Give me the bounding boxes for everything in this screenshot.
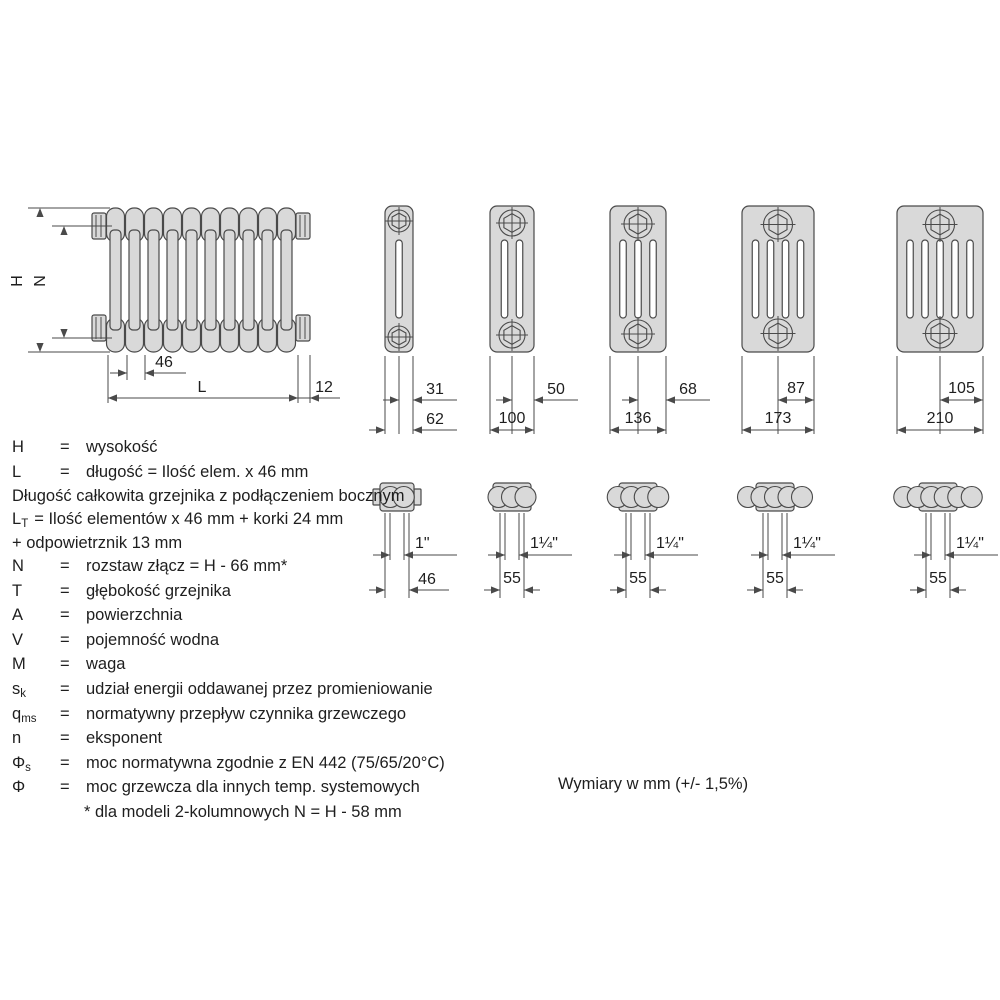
legend-symbol (12, 703, 60, 728)
legend-row (12, 678, 512, 703)
legend-symbol (12, 461, 60, 486)
dim-label-full-width: 62 (426, 411, 444, 428)
radiator-column (202, 208, 220, 352)
legend-description: = Ilość elementów x 46 mm + korki 24 mm (34, 509, 344, 528)
cross-section-dimensions (897, 356, 983, 434)
radiator-column (278, 208, 296, 352)
top-view-4col (607, 483, 698, 598)
legend-symbol-main: A (12, 606, 24, 625)
legend-row (12, 580, 512, 605)
legend-equals: = (60, 753, 70, 772)
legend-equals: = (60, 462, 70, 481)
top-view-dimensions (747, 513, 835, 598)
dim-label-full-width: 100 (498, 410, 526, 427)
radiator-column (183, 208, 201, 352)
legend-symbol (12, 436, 60, 461)
cross-section-5col (742, 206, 814, 434)
radiator-column (107, 208, 125, 352)
dim-label-height: H (9, 275, 26, 287)
cross-section-3col (490, 206, 578, 434)
legend-equals: = (60, 438, 70, 456)
top-view-dimensions (910, 513, 998, 598)
legend-symbol (12, 752, 60, 777)
side-bushing (92, 315, 106, 341)
dim-label-connection: 1¼" (530, 535, 558, 552)
legend-symbol (12, 555, 60, 580)
side-bushing (296, 213, 310, 239)
legend-symbol (12, 678, 60, 703)
legend-symbol-main: H (12, 438, 24, 456)
dim-label-half-width: 50 (547, 381, 565, 398)
legend-description: długość = Ilość elem. x 46 mm (86, 462, 309, 481)
dim-label-length: L (197, 379, 207, 396)
radiator-column (126, 208, 144, 352)
legend-description: normatywny przepływ czynnika grzewczego (86, 704, 407, 723)
dim-label-connection: 1" (415, 535, 430, 552)
dim-label-end-offset: 12 (315, 379, 333, 396)
legend-row (12, 629, 512, 654)
legend-symbol (12, 580, 60, 605)
dimensions-note: Wymiary w mm (+/- 1,5%) (558, 775, 749, 793)
legend-symbol-main: q (12, 704, 22, 723)
legend-equals: = (60, 655, 70, 674)
radiator-column (164, 208, 182, 352)
legend-description: głębokość grzejnika (86, 581, 231, 600)
top-view-6col (894, 483, 998, 598)
cross-section-6col (897, 206, 983, 434)
legend-description: * dla modeli 2-kolumnowych N = H - 58 mm (84, 802, 402, 821)
dim-label-pitch: 55 (929, 570, 947, 587)
legend-symbol-main: Φ (12, 778, 26, 797)
legend-symbol-main: T (12, 581, 23, 600)
dim-label-full-width: 136 (624, 410, 652, 427)
legend-equals: = (60, 778, 70, 797)
legend-description: wysokość (86, 438, 158, 456)
cross-section-dimensions (742, 356, 814, 434)
legend-description: + odpowietrznik 13 mm (12, 534, 183, 553)
side-bushing (296, 315, 310, 341)
legend-symbol (12, 604, 60, 629)
legend-row (12, 727, 512, 752)
dim-label-pitch: 55 (629, 570, 647, 587)
dim-label-half-width: 87 (787, 380, 805, 397)
legend-symbol-main: M (12, 655, 26, 674)
legend-equals: = (60, 556, 70, 575)
legend-equals: = (60, 729, 70, 748)
legend-description: eksponent (86, 729, 163, 748)
legend-symbol-sub: s (25, 761, 31, 774)
legend-row (12, 703, 512, 728)
radiator-column (145, 208, 163, 352)
front-view (9, 208, 340, 403)
legend-symbol-main: L (12, 509, 22, 528)
legend-symbol-sub: T (21, 517, 29, 530)
legend-description: moc normatywna zgodnie z EN 442 (75/65/20°C) (86, 753, 445, 772)
legend-row (12, 752, 512, 777)
dim-label-pitch: 55 (503, 570, 521, 587)
legend-symbol-main: L (12, 462, 22, 481)
legend-equals: = (60, 704, 70, 723)
dim-label-half-width: 105 (948, 380, 975, 397)
legend-description: powierzchnia (86, 606, 183, 625)
cross-section-dimensions (610, 356, 710, 434)
legend-symbol-main: s (12, 679, 21, 698)
legend-row (12, 508, 512, 533)
legend-row (12, 801, 512, 824)
dim-label-pitch: 55 (766, 570, 784, 587)
legend-symbol (12, 653, 60, 678)
dim-label-connector-spacing: N (32, 275, 49, 287)
legend-symbol (12, 727, 60, 752)
legend-symbol-main: V (12, 630, 24, 649)
legend-symbol-main: N (12, 556, 24, 575)
legend-equals: = (60, 606, 70, 625)
legend-description: rozstaw złącz = H - 66 mm* (86, 556, 288, 575)
legend-row (12, 436, 512, 461)
legend-symbol (12, 629, 60, 654)
top-view-5col (738, 483, 836, 598)
dim-label-full-width: 173 (764, 410, 792, 427)
legend-description: Długość całkowita grzejnika z podłączeniem bocznym (12, 487, 405, 506)
legend-description: waga (86, 655, 126, 674)
legend-row (12, 555, 512, 580)
legend-description: udział energii oddawanej przez promieniowanie (86, 679, 433, 698)
radiator-column (259, 208, 277, 352)
legend-symbol (12, 776, 60, 801)
legend-row (12, 776, 512, 801)
legend-description: pojemność wodna (86, 630, 219, 649)
legend-symbol-sub: k (20, 687, 26, 700)
dim-label-connection: 1¼" (656, 535, 684, 552)
legend-row (12, 485, 512, 508)
radiator-column (221, 208, 239, 352)
legend-equals: = (60, 679, 70, 698)
legend-row (12, 604, 512, 629)
top-view-dimensions (610, 513, 698, 598)
cross-section-dimensions (369, 356, 457, 434)
dim-label-full-width: 210 (926, 410, 954, 427)
cross-section-dimensions (490, 356, 578, 434)
radiator-column (240, 208, 258, 352)
legend-row (12, 461, 512, 486)
legend-description: moc grzewcza dla innych temp. systemowych (86, 778, 420, 797)
legend-equals: = (60, 581, 70, 600)
dim-label-connection: 1¼" (793, 535, 821, 552)
cross-section-2col (369, 206, 457, 434)
dim-label-pitch: 46 (418, 571, 436, 588)
legend-symbol-main: Φ (12, 753, 26, 772)
legend-equals: = (60, 630, 70, 649)
dim-label-half-width: 31 (426, 381, 444, 398)
cross-section-4col (610, 206, 710, 434)
dim-label-connection: 1¼" (956, 535, 984, 552)
legend-row (12, 653, 512, 678)
legend-symbol-main: n (12, 729, 22, 748)
legend-row (12, 532, 512, 555)
legend (12, 436, 512, 824)
dim-label-element-pitch: 46 (155, 354, 173, 371)
dim-label-half-width: 68 (679, 381, 697, 398)
legend-symbol-sub: ms (21, 712, 37, 725)
